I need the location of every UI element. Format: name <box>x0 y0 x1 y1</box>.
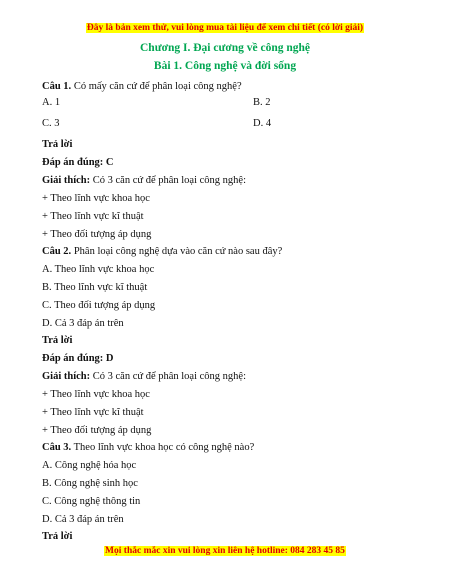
question-2-label: Câu 2. <box>42 246 72 257</box>
q1-point-1: + Theo lĩnh vực khoa học <box>42 193 150 204</box>
q2-option-d: D. Cả 3 đáp án trên <box>42 318 124 329</box>
q2-point-1: + Theo lĩnh vực khoa học <box>42 389 150 400</box>
preview-banner-text: Đây là bản xem thử, vui lòng mua tài liệu để xem chi tiết (có lời giải) <box>86 23 364 33</box>
q2-point-2: + Theo lĩnh vực kĩ thuật <box>42 407 144 418</box>
q1-option-d: D. 4 <box>253 118 272 129</box>
q2-explanation <box>42 370 246 383</box>
hotline-banner <box>0 546 450 556</box>
q1-option-a: A. 1 <box>42 97 61 108</box>
lesson-title: Bài 1. Công nghệ và đời sống <box>153 60 297 72</box>
question-3-text: Theo lĩnh vực khoa học có công nghệ nào? <box>71 442 255 453</box>
q1-point-3: + Theo đối tượng áp dụng <box>42 229 152 240</box>
q2-answer: Đáp án đúng: D <box>42 353 114 364</box>
q2-option-b: B. Theo lĩnh vực kĩ thuật <box>42 282 148 293</box>
q1-explanation <box>42 174 246 187</box>
q2-point-3: + Theo đối tượng áp dụng <box>42 425 152 436</box>
hotline-banner-text: Mọi thắc mắc xin vui lòng xin liên hệ hotline: 084 283 45 85 <box>105 546 345 556</box>
q3-answer-heading: Trả lời <box>42 531 73 542</box>
chapter-title: Chương I. Đại cương về công nghệ <box>140 42 310 54</box>
q1-option-b: B. 2 <box>253 97 271 108</box>
q3-option-d: D. Cả 3 đáp án trên <box>42 514 124 525</box>
q3-option-a: A. Công nghệ hóa học <box>42 460 137 471</box>
question-2 <box>42 245 282 258</box>
q2-explanation-text: Có 3 căn cứ để phân loại công nghệ: <box>90 371 246 382</box>
q1-explanation-text: Có 3 căn cứ để phân loại công nghệ: <box>90 175 246 186</box>
q1-answer: Đáp án đúng: C <box>42 157 114 168</box>
q3-option-b: B. Công nghệ sinh học <box>42 478 138 489</box>
q2-option-c: C. Theo đối tượng áp dụng <box>42 300 156 311</box>
question-1-text: Có mấy căn cứ để phân loại công nghệ? <box>71 81 242 92</box>
q2-option-a: A. Theo lĩnh vực khoa học <box>42 264 155 275</box>
question-3 <box>42 441 254 454</box>
q2-explanation-label: Giải thích: <box>42 371 91 382</box>
question-2-text: Phân loại công nghệ dựa vào căn cứ nào sau đây? <box>71 246 283 257</box>
q1-option-c: C. 3 <box>42 118 60 129</box>
question-1-label: Câu 1. <box>42 81 72 92</box>
question-1 <box>42 80 242 93</box>
q1-point-2: + Theo lĩnh vực kĩ thuật <box>42 211 144 222</box>
q3-option-c: C. Công nghệ thông tin <box>42 496 141 507</box>
question-3-label: Câu 3. <box>42 442 72 453</box>
q2-answer-heading: Trả lời <box>42 335 73 346</box>
q1-answer-heading: Trả lời <box>42 139 73 150</box>
preview-banner <box>0 23 450 33</box>
q1-explanation-label: Giải thích: <box>42 175 91 186</box>
